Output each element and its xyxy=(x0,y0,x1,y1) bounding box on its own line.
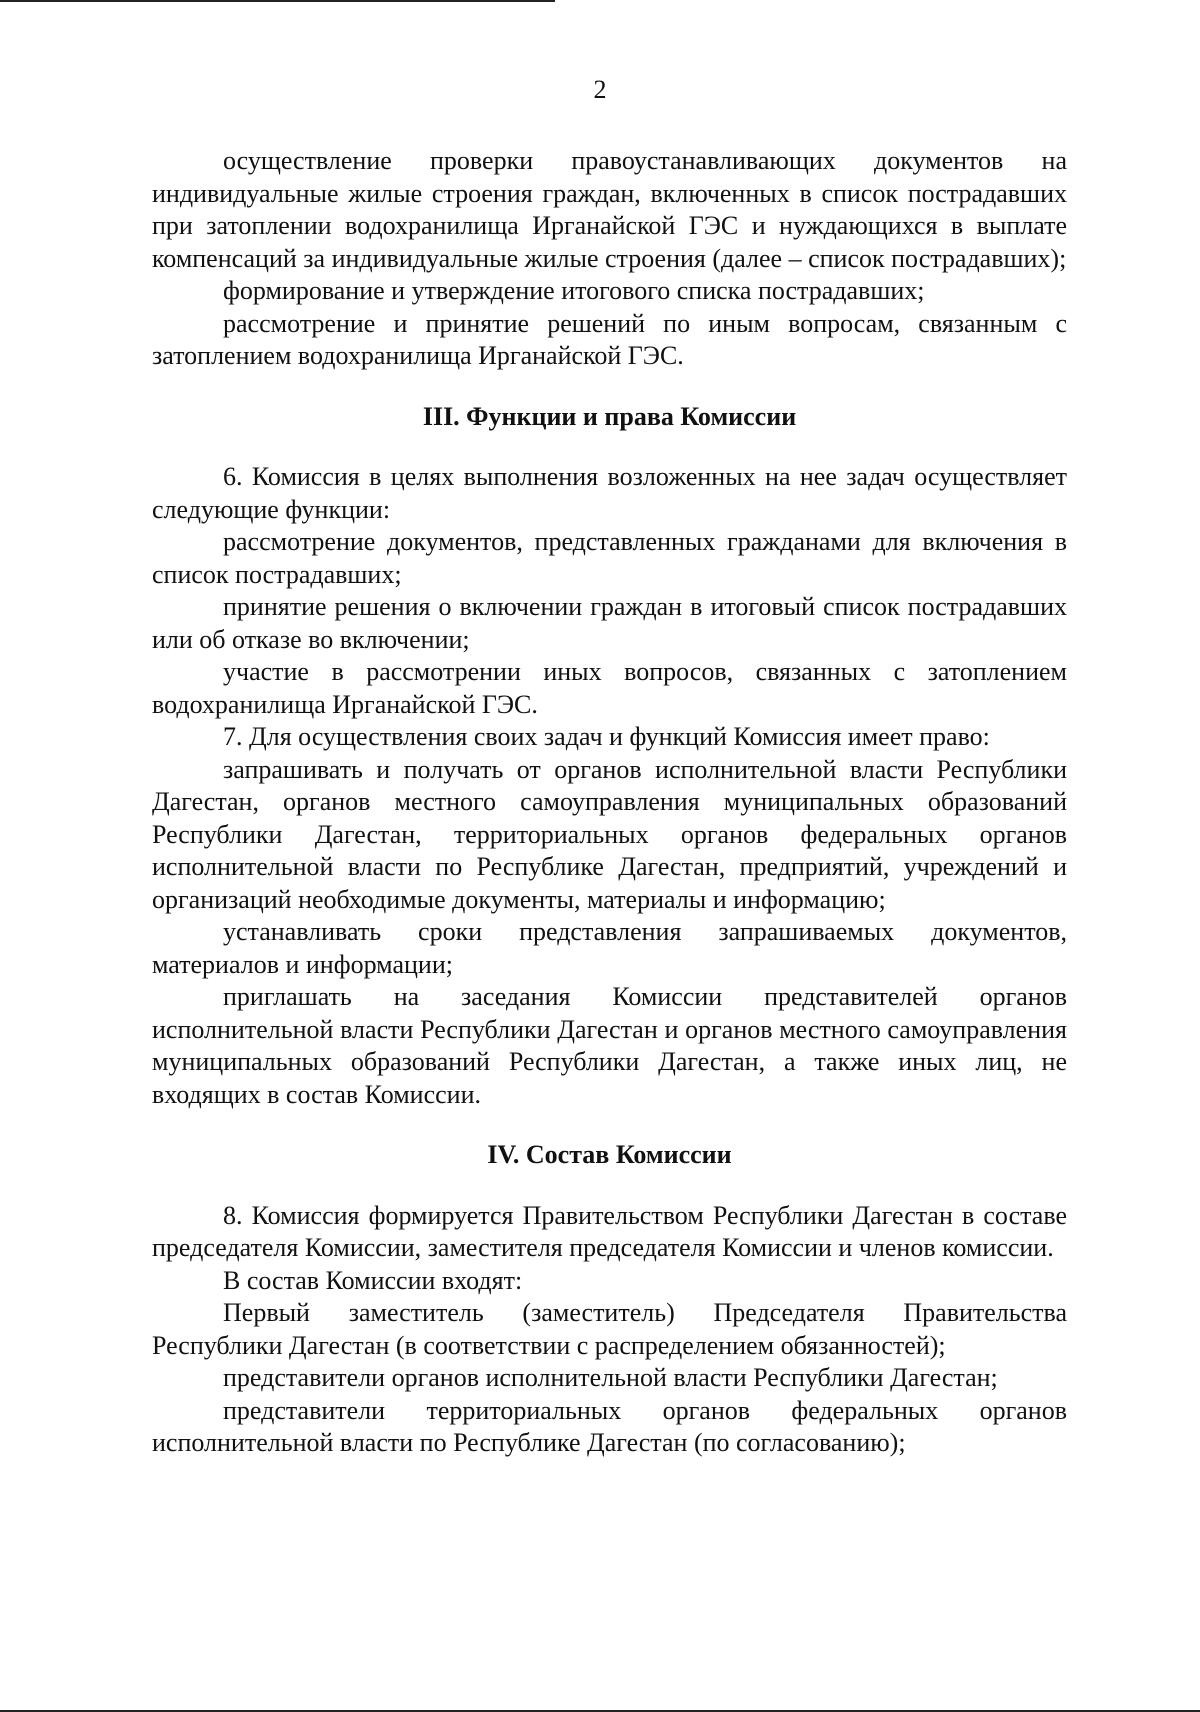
paragraph: рассмотрение документов, представленных гражданами для включения в список пострадавших; xyxy=(152,527,1067,589)
page-number: 2 xyxy=(593,75,607,104)
paragraph: представители территориальных органов федеральных органов исполнительной власти по Республике Дагестан (по согласованию); xyxy=(152,1395,1067,1457)
document-body xyxy=(152,145,1067,1460)
paragraph: 8. Комиссия формируется Правительством Республики Дагестан в составе председателя Комиссии, заместителя председателя Комиссии и членов комиссии. xyxy=(152,1200,1067,1262)
paragraph: 6. Комиссия в целях выполнения возложенных на нее задач осуществляет следующие функции: xyxy=(152,462,1067,524)
section-heading-3: III. Функции и права Комиссии xyxy=(422,401,797,431)
paragraph: приглашать на заседания Комиссии представителей органов исполнительной власти Республики Дагестан и органов местного самоуправления муниципальных образований Республики Дагестан, а также иных лиц, не входящих в состав Комиссии. xyxy=(152,982,1067,1109)
section-heading-4: IV. Состав Комиссии xyxy=(487,1140,732,1169)
paragraph: участие в рассмотрении иных вопросов, связанных с затоплением водохранилища Ирганайской ГЭС. xyxy=(152,657,1067,719)
top-border-line xyxy=(0,0,555,2)
paragraph: Первый заместитель (заместитель) Председателя Правительства Республики Дагестан (в соответствии с распределением обязанностей); xyxy=(152,1298,1067,1360)
paragraph: принятие решения о включении граждан в итоговый список пострадавших или об отказе во включении; xyxy=(152,592,1067,654)
paragraph: представители органов исполнительной власти Республики Дагестан; xyxy=(223,1363,998,1392)
paragraph: запрашивать и получать от органов исполнительной власти Республики Дагестан, органов местного самоуправления муниципальных образований Республики Дагестан, территориальных органов федеральных органов исполнительной власти по Республике Дагестан, предприятий, учреждений и организаций необходимые документы, материалы и информацию; xyxy=(152,754,1067,914)
paragraph: 7. Для осуществления своих задач и функций Комиссия имеет право: xyxy=(223,722,990,751)
paragraph: устанавливать сроки представления запрашиваемых документов, материалов и информации; xyxy=(152,917,1067,979)
paragraph: осуществление проверки правоустанавливающих документов на индивидуальные жилые строения граждан, включенных в список пострадавших при затоплении водохранилища Ирганайской ГЭС и нуждающихся в выплате компенсаций за индивидуальные жилые строения (далее – список пострадавших); xyxy=(152,146,1067,273)
paragraph: В состав Комиссии входят: xyxy=(223,1265,523,1295)
paragraph: рассмотрение и принятие решений по иным вопросам, связанным с затоплением водохранилища Ирганайской ГЭС. xyxy=(152,308,1067,370)
paragraph: формирование и утверждение итогового списка пострадавших; xyxy=(223,276,925,305)
